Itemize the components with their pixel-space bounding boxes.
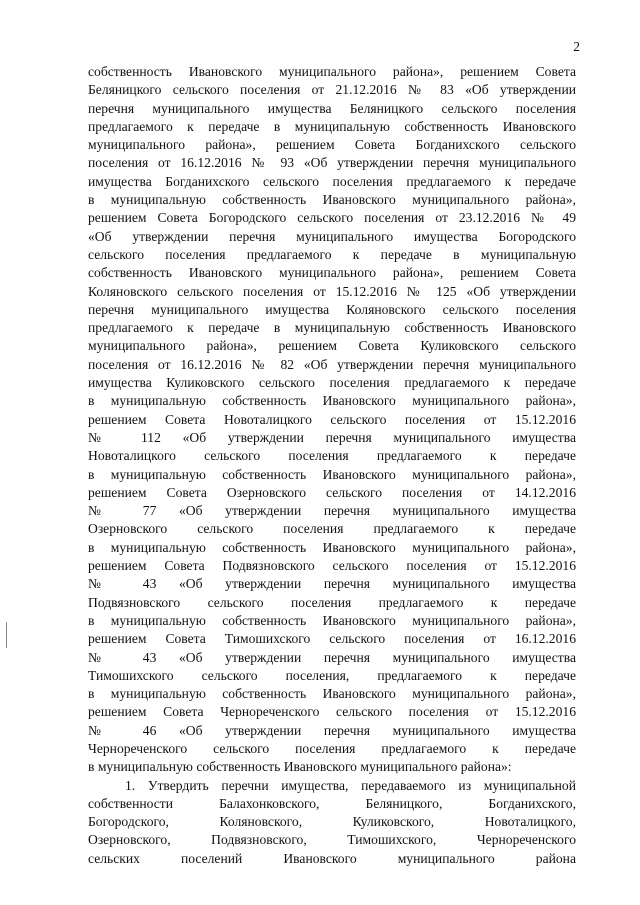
- text-line: перечня муниципального имущества Коляновского сельского поселения: [88, 301, 576, 317]
- text-line: № 46 «Об утверждении перечня муниципального имущества: [88, 722, 576, 738]
- text-line: Коляновского сельского поселения от 15.12.2016 № 125 «Об утверждении: [88, 283, 576, 299]
- text-line: муниципального района», решением Совета Куликовского сельского: [88, 338, 576, 354]
- text-line: сельских поселений Ивановского муниципального района: [88, 850, 576, 866]
- text-line: № 77 «Об утверждении перечня муниципального имущества: [88, 503, 576, 519]
- text-line: решением Совета Озерновского сельского поселения от 14.12.2016: [88, 484, 576, 500]
- text-line: решением Совета Богородского сельского поселения от 23.12.2016 № 49: [88, 210, 576, 226]
- text-line: в муниципальную собственность Ивановского муниципального района»,: [88, 192, 576, 208]
- text-line: в муниципальную собственность Ивановского муниципального района»:: [88, 759, 512, 775]
- text-line: в муниципальную собственность Ивановского муниципального района»,: [88, 539, 576, 555]
- text-line: Озерновского, Подвязновского, Тимошихского, Чернореченского: [88, 832, 576, 848]
- text-line: в муниципальную собственность Ивановского муниципального района»,: [88, 393, 576, 409]
- text-line: Богородского, Коляновского, Куликовского, Новоталицкого,: [88, 814, 576, 830]
- text-line: № 43 «Об утверждении перечня муниципального имущества: [88, 649, 576, 665]
- page-number: 2: [573, 39, 580, 54]
- text-line: поселения от 16.12.2016 № 82 «Об утверждении перечня муниципального: [88, 356, 576, 372]
- text-line: муниципального района», решением Совета Богданихского сельского: [88, 137, 576, 153]
- text-line: решением Совета Подвязновского сельского поселения от 15.12.2016: [88, 558, 576, 574]
- text-line: в муниципальную собственность Ивановского муниципального района»,: [88, 466, 576, 482]
- text-line: № 112 «Об утверждении перечня муниципального имущества: [88, 429, 576, 445]
- text-line: Озерновского сельского поселения предлагаемого к передаче: [88, 521, 576, 537]
- text-line: собственности Балахонковского, Беляницкого, Богданихского,: [88, 795, 576, 811]
- text-line: Новоталицкого сельского поселения предлагаемого к передаче: [88, 448, 576, 464]
- text-line: решением Совета Новоталицкого сельского поселения от 15.12.2016: [88, 411, 576, 427]
- text-line: 1. Утвердить перечни имущества, передаваемого из муниципальной: [125, 777, 576, 793]
- text-line: решением Совета Чернореченского сельского поселения от 15.12.2016: [88, 704, 576, 720]
- text-line: Беляницкого сельского поселения от 21.12.2016 № 83 «Об утверждении: [88, 82, 576, 98]
- text-line: решением Совета Тимошихского сельского поселения от 16.12.2016: [88, 631, 576, 647]
- text-line: поселения от 16.12.2016 № 93 «Об утверждении перечня муниципального: [88, 155, 576, 171]
- text-line: имущества Куликовского сельского поселения предлагаемого к передаче: [88, 375, 576, 391]
- margin-mark: [6, 622, 7, 648]
- text-line: Чернореченского сельского поселения предлагаемого к передаче: [88, 740, 576, 756]
- text-line: «Об утверждении перечня муниципального имущества Богородского: [88, 228, 576, 244]
- text-line: имущества Богданихского сельского поселения предлагаемого к передаче: [88, 173, 576, 189]
- text-line: в муниципальную собственность Ивановского муниципального района»,: [88, 686, 576, 702]
- text-line: сельского поселения предлагаемого к передаче в муниципальную: [88, 246, 576, 262]
- text-line: предлагаемого к передаче в муниципальную собственность Ивановского: [88, 320, 576, 336]
- text-line: перечня муниципального имущества Беляницкого сельского поселения: [88, 100, 576, 116]
- text-line: Тимошихского сельского поселения, предлагаемого к передаче: [88, 667, 576, 683]
- text-line: предлагаемого к передаче в муниципальную собственность Ивановского: [88, 118, 576, 134]
- text-line: в муниципальную собственность Ивановского муниципального района»,: [88, 612, 576, 628]
- text-line: собственность Ивановского муниципального района», решением Совета: [88, 64, 576, 79]
- text-line: собственность Ивановского муниципального района», решением Совета: [88, 265, 576, 281]
- text-line: № 43 «Об утверждении перечня муниципального имущества: [88, 576, 576, 592]
- text-line: Подвязновского сельского поселения предлагаемого к передаче: [88, 594, 576, 610]
- body-text: [88, 63, 576, 868]
